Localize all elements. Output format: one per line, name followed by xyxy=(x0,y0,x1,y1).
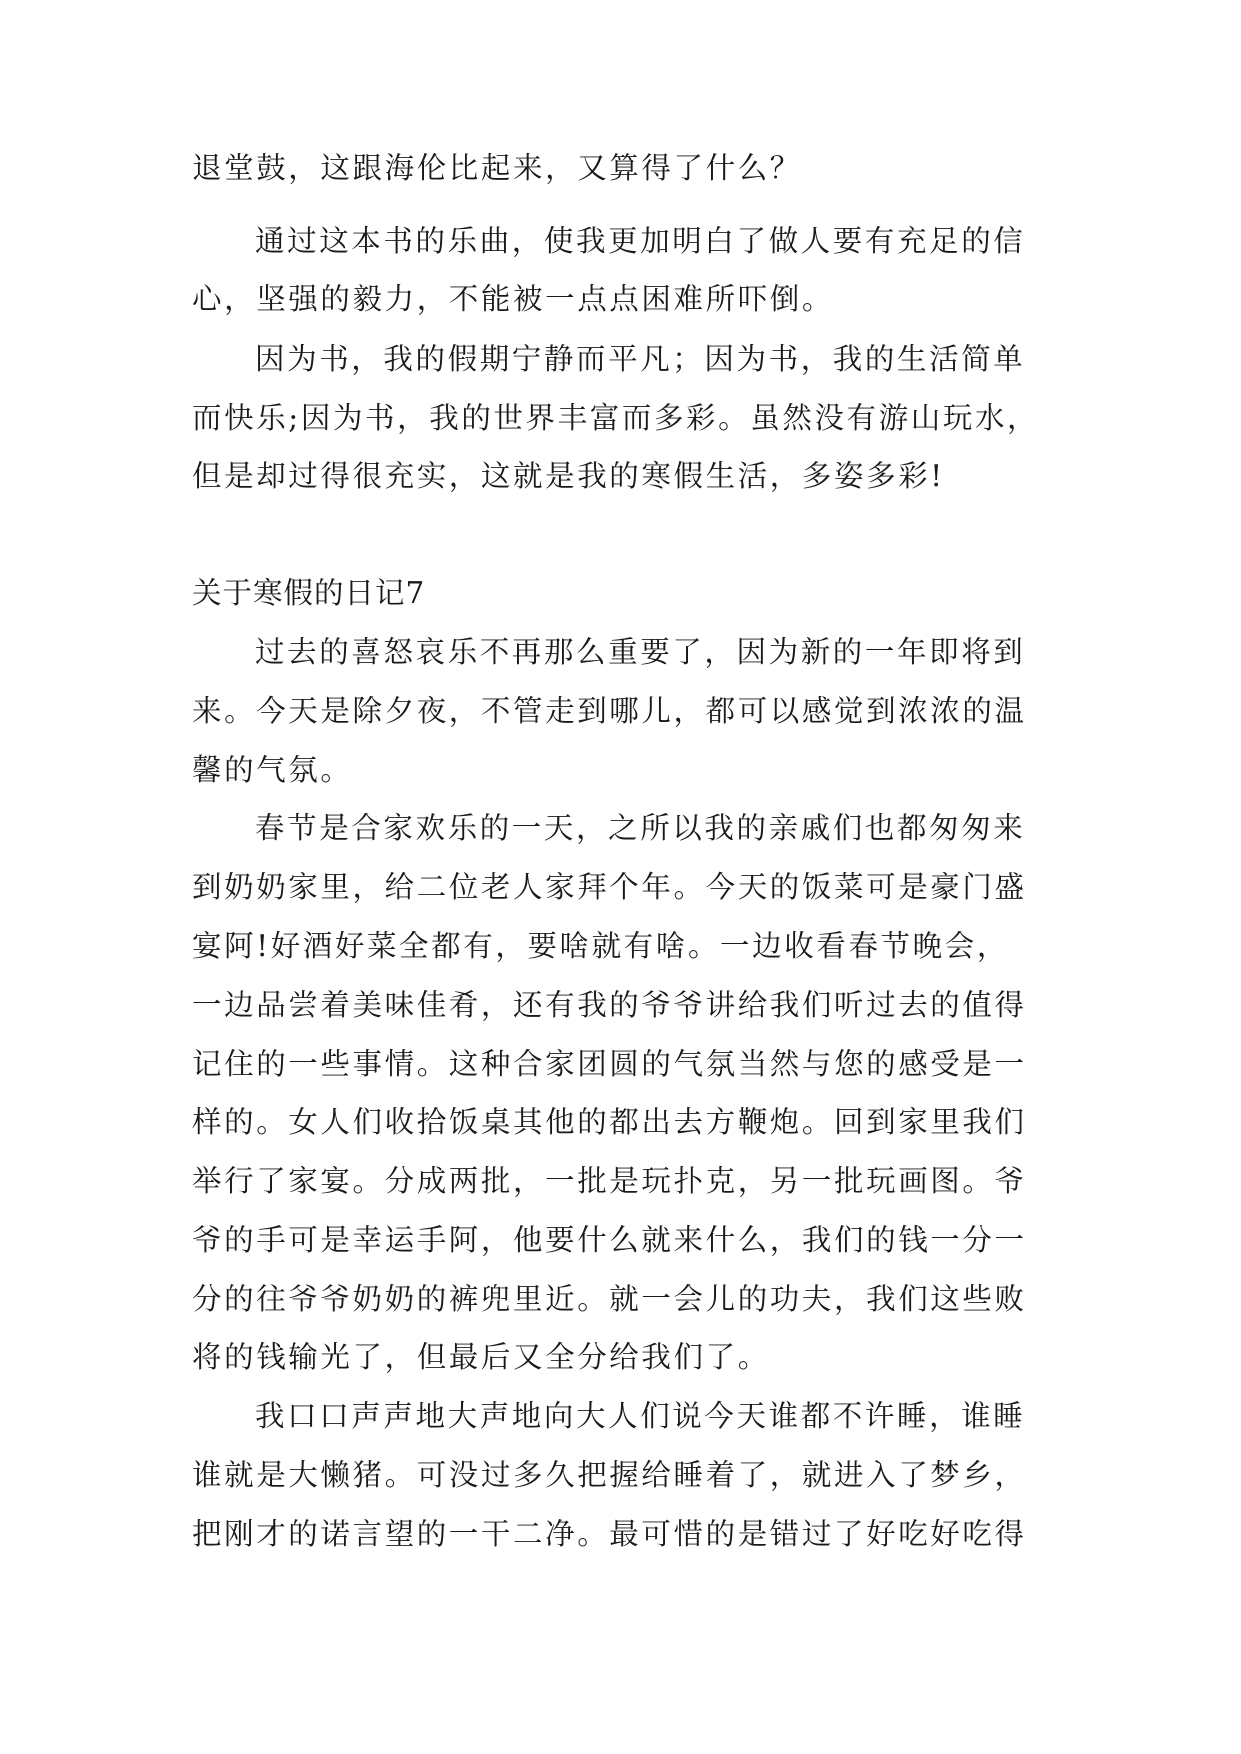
text-line-5: 而快乐;因为书，我的世界丰富而多彩。虽然没有游山玩水， xyxy=(192,401,1040,435)
text-line-22: 谁就是大懒猪。可没过多久把握给睡着了，就进入了梦乡， xyxy=(192,1458,1027,1492)
text-line-20: 将的钱输光了，但最后又全分给我们了。 xyxy=(192,1340,770,1374)
text-line-10: 馨的气氛。 xyxy=(192,753,353,787)
text-line-17: 举行了家宴。分成两批，一批是玩扑克，另一批玩画图。爷 xyxy=(192,1164,1027,1198)
text-line-19: 分的往爷爷奶奶的裤兜里近。就一会儿的功夫，我们这些败 xyxy=(192,1282,1027,1316)
text-line-16: 样的。女人们收拾饭桌其他的都出去方鞭炮。回到家里我们 xyxy=(192,1105,1027,1139)
text-line-4: 因为书，我的假期宁静而平凡；因为书，我的生活简单 xyxy=(255,342,1026,376)
text-line-23: 把刚才的诺言望的一干二净。最可惜的是错过了好吃好吃得 xyxy=(192,1517,1027,1551)
text-line-21: 我口口声声地大声地向大人们说今天谁都不许睡，谁睡 xyxy=(255,1399,1026,1433)
text-line-9: 来。今天是除夕夜，不管走到哪儿，都可以感觉到浓浓的温 xyxy=(192,694,1027,728)
diary-heading: 关于寒假的日记7 xyxy=(192,576,426,610)
text-line-18: 爷的手可是幸运手阿，他要什么就来什么，我们的钱一分一 xyxy=(192,1223,1027,1257)
text-line-8: 过去的喜怒哀乐不再那么重要了，因为新的一年即将到 xyxy=(255,635,1026,669)
text-line-2: 通过这本书的乐曲，使我更加明白了做人要有充足的信 xyxy=(255,224,1026,258)
text-line-1: 退堂鼓，这跟海伦比起来，又算得了什么？ xyxy=(192,151,802,185)
text-line-6: 但是却过得很充实，这就是我的寒假生活，多姿多彩! xyxy=(192,459,945,493)
text-line-12: 到奶奶家里，给二位老人家拜个年。今天的饭菜可是豪门盛 xyxy=(192,870,1027,904)
text-line-15: 记住的一些事情。这种合家团圆的气氛当然与您的感受是一 xyxy=(192,1047,1027,1081)
text-line-13: 宴阿!好酒好菜全都有，要啥就有啥。一边收看春节晚会， xyxy=(192,929,1009,963)
text-line-11: 春节是合家欢乐的一天，之所以我的亲戚们也都匆匆来 xyxy=(255,811,1026,845)
text-line-14: 一边品尝着美味佳肴，还有我的爷爷讲给我们听过去的值得 xyxy=(192,988,1027,1022)
text-line-3: 心，坚强的毅力，不能被一点点困难所吓倒。 xyxy=(192,282,835,316)
